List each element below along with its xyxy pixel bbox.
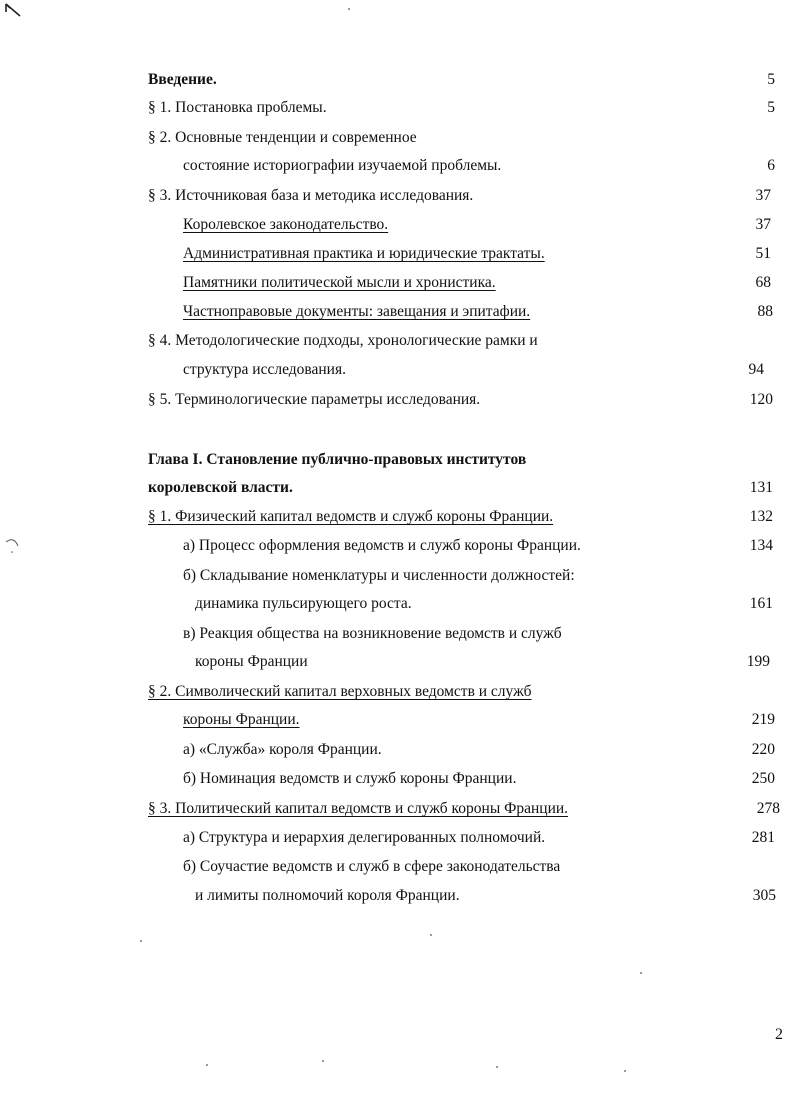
toc-entry-title: Введение. [148,71,217,88]
toc-entry-title: § 1. Физический капитал ведомств и служб короны Франции. [148,508,554,525]
toc-entry [0,739,797,761]
toc-entry-page: 131 [749,479,773,496]
toc-entry-title: а) Структура и иерархия делегированных полномочий. [183,829,546,846]
toc-entry-title: структура исследования. [183,361,346,378]
toc-entry [0,565,797,587]
toc-entry-page: 88 [757,303,773,320]
toc-entry-title: § 3. Источниковая база и методика исследования. [148,187,474,204]
toc-entry-title: § 4. Методологические подходы, хронологические рамки и [148,332,538,349]
scan-speck [640,972,642,974]
toc-entry-page: 281 [751,829,775,846]
toc-entry-title: и лимиты полномочий короля Франции. [195,887,460,904]
toc-entry-page: 161 [749,595,773,612]
toc-entry-title: короны Франции [195,653,308,670]
toc-entry-page: 5 [767,99,775,116]
toc-entry-page: 120 [749,391,773,408]
toc-entry-title: Частноправовые документы: завещания и эпитафии. [183,303,531,320]
toc-entry [0,97,797,119]
scan-speck [496,1066,498,1068]
toc-entry [0,389,797,411]
toc-entry [0,477,797,499]
toc-entry [0,506,797,528]
scan-speck [430,934,432,936]
toc-entry [0,127,797,149]
toc-entry-title: а) «Служба» короля Франции. [183,741,382,758]
scan-speck [624,1070,626,1072]
scan-speck [322,1060,324,1062]
toc-entry-title: § 5. Терминологические параметры исследования. [148,391,481,408]
toc-entry [0,856,797,878]
toc-entry [0,623,797,645]
toc-entry-page: 199 [746,653,770,670]
toc-entry-page: 219 [751,711,775,728]
toc-entry-title: королевской власти. [148,479,293,496]
toc-entry-page: 278 [756,800,780,817]
toc-entry-title: Глава I. Становление публично-правовых институтов [148,451,527,468]
toc-entry-title: Административная практика и юридические трактаты. [183,245,545,262]
toc-entry-page: 132 [749,508,773,525]
toc-entry [0,272,797,294]
toc-entry-page: 37 [755,216,771,233]
toc-entry-title: б) Номинация ведомств и служб короны Франции. [183,770,517,787]
toc-entry [0,449,797,471]
toc-entry-title: состояние историографии изучаемой проблемы. [183,157,502,174]
toc-entry [0,827,797,849]
toc-entry-title: Королевское законодательство. [183,216,389,233]
toc-entry [0,681,797,703]
toc-entry-page: 134 [749,537,773,554]
toc-entry-page: 37 [755,187,771,204]
toc-entry-title: короны Франции. [183,711,300,728]
toc-entry-title: § 3. Политический капитал ведомств и служб короны Франции. [148,800,569,817]
scan-speck [348,8,350,10]
toc-entry-title: § 1. Постановка проблемы. [148,99,327,116]
toc-entry [0,69,797,91]
toc-entry-page: 305 [752,887,776,904]
toc-entry [0,243,797,265]
toc-entry-page: 220 [751,741,775,758]
toc-entry [0,330,797,352]
toc-entry-page: 51 [755,245,771,262]
toc-entry-title: Памятники политической мысли и хронистика. [183,274,496,291]
toc-entry-page: 68 [755,274,771,291]
scan-speck [206,1064,208,1066]
toc-entry [0,709,797,731]
toc-entry [0,651,797,673]
toc-entry [0,885,797,907]
toc-entry [0,185,797,207]
toc-entry [0,359,797,381]
toc-entry-page: 250 [751,770,775,787]
toc-entry-page: 5 [767,71,775,88]
toc-entry-page: 94 [748,361,764,378]
toc-entry [0,535,797,557]
toc-entry [0,798,797,820]
toc-entry-title: б) Соучастие ведомств и служб в сфере законодательства [183,858,561,875]
page-number: 2 [775,1026,783,1043]
toc-entry [0,155,797,177]
scan-speck [140,940,142,942]
toc-entry-title: § 2. Символический капитал верховных ведомств и служб [148,683,532,700]
toc-entry-title: а) Процесс оформления ведомств и служб короны Франции. [183,537,581,554]
toc-entry-page: 6 [767,157,775,174]
toc-entry [0,593,797,615]
toc-entry [0,214,797,236]
toc-entry-title: б) Складывание номенклатуры и численности должностей: [183,567,575,584]
toc-entry-title: динамика пульсирующего роста. [195,595,412,612]
toc-entry [0,768,797,790]
toc-entry-title: в) Реакция общества на возникновение ведомств и служб [183,625,562,642]
toc-entry-title: § 2. Основные тенденции и современное [148,129,417,146]
toc-entry [0,301,797,323]
